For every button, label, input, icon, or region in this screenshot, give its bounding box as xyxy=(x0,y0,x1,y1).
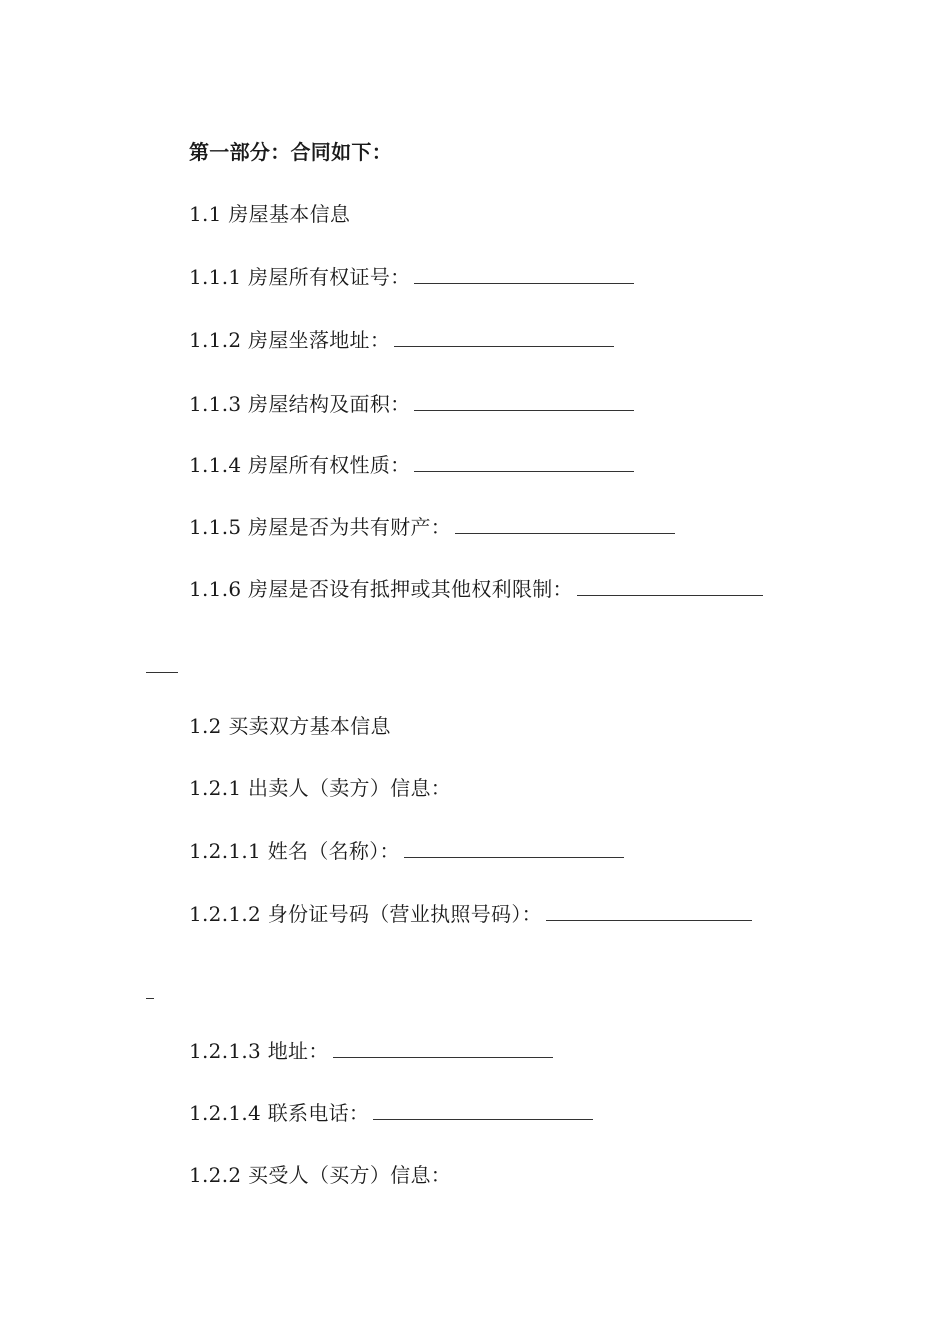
fill-in-blank[interactable] xyxy=(373,1101,593,1120)
field-label: 1.1.4 房屋所有权性质： xyxy=(189,453,411,477)
fill-in-blank[interactable] xyxy=(577,577,763,596)
field-label: 1.1.3 房屋结构及面积： xyxy=(189,392,411,416)
fill-in-blank[interactable] xyxy=(546,902,752,921)
field-seller-name xyxy=(189,839,624,863)
field-joint-property xyxy=(189,515,675,539)
section-label: 1.2.1 出卖人（卖方）信息： xyxy=(189,776,452,800)
fill-in-blank[interactable] xyxy=(414,453,634,472)
field-label: 1.1.2 房屋坐落地址： xyxy=(189,328,391,352)
section-label: 1.2.2 买受人（买方）信息： xyxy=(189,1163,452,1187)
fill-in-blank[interactable] xyxy=(414,392,634,411)
field-label: 1.1.1 房屋所有权证号： xyxy=(189,265,411,289)
field-label: 1.2.1.1 姓名（名称）： xyxy=(189,839,400,863)
fill-in-blank[interactable] xyxy=(414,265,634,284)
field-mortgage-restriction xyxy=(189,577,763,601)
fill-in-blank-continuation[interactable] xyxy=(146,998,154,999)
field-label: 1.1.5 房屋是否为共有财产： xyxy=(189,515,452,539)
section-label: 1.1 房屋基本信息 xyxy=(189,202,351,226)
fill-in-blank[interactable] xyxy=(455,515,675,534)
fill-in-blank[interactable] xyxy=(394,328,614,347)
field-label: 1.2.1.4 联系电话： xyxy=(189,1101,370,1125)
fill-in-blank-continuation[interactable] xyxy=(146,672,178,673)
field-ownership-cert-no xyxy=(189,265,634,289)
field-label: 1.2.1.2 身份证号码（营业执照号码）： xyxy=(189,902,542,926)
section-label: 1.2 买卖双方基本信息 xyxy=(189,714,391,738)
section-seller-info xyxy=(189,776,451,800)
section-house-info xyxy=(189,202,350,226)
section-buyer-info xyxy=(189,1163,451,1187)
fill-in-blank[interactable] xyxy=(333,1039,553,1058)
field-seller-address xyxy=(189,1039,553,1063)
field-seller-id-number xyxy=(189,902,752,926)
field-ownership-nature xyxy=(189,453,634,477)
part-heading: 第一部分：合同如下： xyxy=(189,140,392,164)
field-structure-area xyxy=(189,392,634,416)
field-label: 1.1.6 房屋是否设有抵押或其他权利限制： xyxy=(189,577,573,601)
field-seller-phone xyxy=(189,1101,593,1125)
fill-in-blank[interactable] xyxy=(404,839,624,858)
field-label: 1.2.1.3 地址： xyxy=(189,1039,329,1063)
field-house-address xyxy=(189,328,614,352)
section-parties-info xyxy=(189,714,391,738)
